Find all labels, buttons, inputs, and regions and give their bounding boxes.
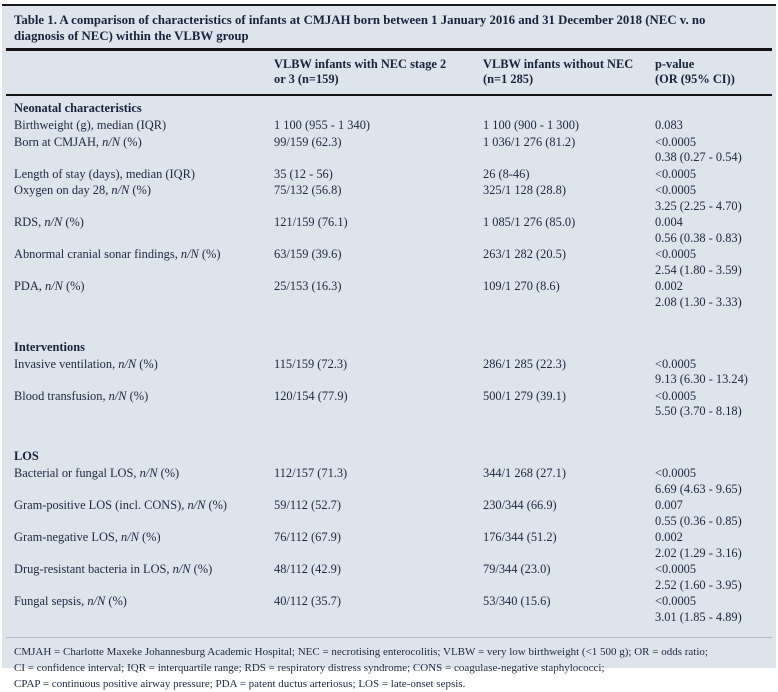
- table-row: [14, 498, 768, 530]
- row-label-italic: n/N: [118, 356, 137, 371]
- header-col-nec-line2: or 3 (n=159): [274, 72, 339, 86]
- p-value-cell: [655, 167, 768, 183]
- row-label: [14, 466, 274, 482]
- p-value-cell: [655, 562, 768, 593]
- row-label: [14, 562, 274, 578]
- row-label: [14, 389, 274, 405]
- header-col-pvalue-line2: (OR (95% CI)): [655, 72, 735, 86]
- value-nec: 59/112 (52.7): [274, 498, 341, 512]
- footnote-line-1: CMJAH = Charlotte Maxeke Johannesburg Academic Hospital; NEC = necrotising enterocolitis; VLBW = very low birthweight (<1 500 g); OR = odds ratio;: [14, 645, 708, 658]
- odds-ratio: 0.56 (0.38 - 0.83): [655, 230, 742, 245]
- row-label-text: Birthweight (g), median (IQR): [14, 118, 167, 132]
- value-no-nec: 1 036/1 276 (81.2): [483, 134, 576, 149]
- value-no-nec: 286/1 285 (22.3): [483, 356, 566, 371]
- row-label-text: Fungal sepsis,: [14, 594, 88, 608]
- p-value: <0.0005: [655, 166, 697, 181]
- row-label-text: PDA,: [14, 279, 45, 293]
- table1-card: [2, 4, 776, 690]
- p-value-cell: [655, 279, 768, 310]
- p-value-cell: [655, 118, 768, 134]
- p-value-cell: [655, 215, 768, 246]
- row-label-italic: n/N: [44, 215, 63, 229]
- header-col-nec-line1: VLBW infants with NEC stage 2: [274, 57, 447, 71]
- table-row: [14, 215, 768, 247]
- row-label-italic: n/N: [111, 183, 130, 197]
- value-no-nec: 26 (8-46): [483, 166, 530, 181]
- row-label-text: Born at CMJAH,: [14, 134, 103, 149]
- footnote-line-2: CI = confidence interval; IQR = interquartile range; RDS = respiratory distress syndrome; CONS = coagulase-negative staphylococci;: [14, 661, 605, 674]
- p-value: <0.0005: [655, 466, 697, 480]
- odds-ratio: 2.54 (1.80 - 3.59): [655, 262, 742, 277]
- row-label-text: Length of stay (days), median (IQR): [14, 166, 195, 181]
- value-no-nec: 1 085/1 276 (85.0): [483, 215, 576, 229]
- value-nec: 35 (12 - 56): [274, 166, 333, 181]
- p-value-cell: [655, 594, 768, 625]
- row-label-italic: n/N: [108, 388, 127, 403]
- row-label-suffix: (%): [129, 183, 151, 197]
- p-value: <0.0005: [655, 594, 697, 608]
- value-nec: 115/159 (72.3): [274, 356, 348, 371]
- table-row: [14, 279, 768, 311]
- row-label-text: RDS,: [14, 215, 45, 229]
- row-label-italic: n/N: [187, 498, 206, 512]
- value-no-nec: 1 100 (900 - 1 300): [483, 118, 580, 132]
- p-value-cell: [655, 389, 768, 420]
- p-value: 0.007: [655, 498, 683, 512]
- header-col-no-nec: [483, 57, 655, 87]
- p-value: 0.083: [655, 118, 683, 132]
- p-value-cell: [655, 357, 768, 388]
- row-label-suffix: (%): [136, 356, 158, 371]
- row-label-italic: n/N: [121, 530, 139, 544]
- row-label-italic: n/N: [87, 594, 106, 608]
- p-value-cell: [655, 498, 768, 529]
- p-value: 0.002: [655, 530, 683, 544]
- header-col-no-nec-line1: VLBW infants without NEC: [483, 57, 634, 71]
- row-label-suffix: (%): [126, 388, 149, 403]
- p-value: 0.002: [655, 279, 683, 293]
- value-no-nec: 263/1 282 (20.5): [483, 247, 566, 261]
- table-row: [14, 166, 768, 183]
- row-label: [14, 183, 274, 199]
- section-header: LOS: [14, 449, 39, 463]
- value-no-nec: 79/344 (23.0): [483, 562, 551, 576]
- row-label: [14, 279, 274, 295]
- section-header: Interventions: [14, 339, 85, 354]
- value-nec: 120/154 (77.9): [274, 388, 348, 403]
- row-label-suffix: (%): [120, 134, 142, 149]
- row-label-text: Drug-resistant bacteria in LOS,: [14, 562, 173, 576]
- table-row: [14, 466, 768, 498]
- row-label-text: Abnormal cranial sonar findings,: [14, 247, 181, 261]
- row-label-suffix: (%): [205, 498, 228, 512]
- value-no-nec: 176/344 (51.2): [483, 530, 557, 544]
- row-label-suffix: (%): [157, 466, 180, 480]
- value-nec: 76/112 (67.9): [274, 530, 341, 544]
- p-value-cell: [655, 466, 768, 497]
- odds-ratio: 3.25 (2.25 - 4.70): [655, 198, 742, 213]
- odds-ratio: 2.52 (1.60 - 3.95): [655, 577, 742, 592]
- odds-ratio: 0.38 (0.27 - 0.54): [655, 150, 742, 164]
- row-label: [14, 594, 274, 610]
- value-nec: 40/112 (35.7): [274, 594, 341, 608]
- p-value: <0.0005: [655, 356, 697, 371]
- value-nec: 1 100 (955 - 1 340): [274, 118, 371, 132]
- row-label-text: Gram-positive LOS (incl. CONS),: [14, 498, 188, 512]
- value-nec: 48/112 (42.9): [274, 562, 341, 576]
- table-row: [14, 134, 768, 166]
- row-label-text: Invasive ventilation,: [14, 356, 119, 371]
- row-label-italic: n/N: [180, 247, 199, 261]
- odds-ratio: 3.01 (1.85 - 4.89): [655, 609, 742, 624]
- row-label-suffix: (%): [62, 279, 85, 293]
- odds-ratio: 0.55 (0.36 - 0.85): [655, 513, 742, 528]
- p-value: <0.0005: [655, 562, 697, 576]
- value-no-nec: 344/1 268 (27.1): [483, 466, 566, 480]
- table-header-row: [2, 51, 776, 94]
- p-value: <0.0005: [655, 388, 697, 403]
- p-value-cell: [655, 530, 768, 561]
- row-label: [14, 135, 274, 151]
- table-row: [14, 388, 768, 420]
- row-label: [14, 498, 274, 514]
- row-label-text: Oxygen on day 28,: [14, 183, 112, 197]
- odds-ratio: 9.13 (6.30 - 13.24): [655, 372, 748, 386]
- row-label: [14, 118, 274, 134]
- p-value: 0.004: [655, 215, 683, 229]
- section-header: Neonatal characteristics: [14, 101, 142, 115]
- row-label-suffix: (%): [198, 247, 221, 261]
- value-nec: 99/159 (62.3): [274, 134, 342, 149]
- row-label-text: Blood transfusion,: [14, 388, 109, 403]
- value-no-nec: 325/1 128 (28.8): [483, 183, 566, 197]
- row-label-suffix: (%): [138, 530, 161, 544]
- table-row: [14, 356, 768, 388]
- row-label-suffix: (%): [62, 215, 84, 229]
- p-value-cell: [655, 247, 768, 278]
- row-label-italic: n/N: [172, 562, 191, 576]
- value-nec: 63/159 (39.6): [274, 247, 342, 261]
- table-row: [14, 118, 768, 135]
- table-title: Table 1. A comparison of characteristics of infants at CMJAH born between 1 January 2016 and 31 December 2018 (NEC v. no diagnosis of NEC) within the VLBW group: [14, 13, 706, 43]
- row-label-suffix: (%): [190, 562, 213, 576]
- row-label: [14, 167, 274, 183]
- value-nec: 75/132 (56.8): [274, 183, 342, 197]
- value-no-nec: 230/344 (66.9): [483, 498, 557, 512]
- row-label: [14, 530, 274, 546]
- header-col-nec: [274, 57, 483, 87]
- header-col-pvalue: [655, 57, 768, 87]
- value-no-nec: 500/1 279 (39.1): [483, 388, 566, 403]
- row-label: [14, 215, 274, 231]
- table-row: [14, 183, 768, 215]
- header-col-pvalue-line1: p-value: [655, 57, 695, 71]
- table-row: [14, 594, 768, 626]
- row-label-text: Bacterial or fungal LOS,: [14, 466, 140, 480]
- row-label: [14, 247, 274, 263]
- p-value: <0.0005: [655, 183, 697, 197]
- row-label-italic: n/N: [44, 279, 63, 293]
- value-no-nec: 53/340 (15.6): [483, 594, 551, 608]
- value-nec: 25/153 (16.3): [274, 279, 342, 293]
- value-nec: 121/159 (76.1): [274, 215, 348, 229]
- table-row: [14, 562, 768, 594]
- footnote-line-3: CPAP = continuous positive airway pressure; PDA = patent ductus arteriosus; LOS = late-onset sepsis.: [14, 677, 466, 690]
- value-no-nec: 109/1 270 (8.6): [483, 279, 560, 293]
- p-value-cell: [655, 183, 768, 214]
- odds-ratio: 2.02 (1.29 - 3.16): [655, 545, 742, 560]
- odds-ratio: 2.08 (1.30 - 3.33): [655, 294, 742, 309]
- value-nec: 112/157 (71.3): [274, 466, 348, 480]
- table-row: [14, 530, 768, 562]
- odds-ratio: 6.69 (4.63 - 9.65): [655, 481, 742, 496]
- row-label-italic: n/N: [102, 134, 121, 149]
- table-row: [14, 247, 768, 279]
- row-label-suffix: (%): [105, 594, 127, 608]
- header-col-no-nec-line2: (n=1 285): [483, 72, 534, 86]
- p-value: <0.0005: [655, 134, 697, 149]
- p-value-cell: [655, 135, 768, 166]
- odds-ratio: 5.50 (3.70 - 8.18): [655, 404, 742, 418]
- row-label: [14, 357, 274, 373]
- table-body: [2, 96, 776, 626]
- p-value: <0.0005: [655, 247, 697, 261]
- footnotes: [6, 637, 772, 692]
- row-label-italic: n/N: [139, 466, 158, 480]
- row-label-text: Gram-negative LOS,: [14, 530, 122, 544]
